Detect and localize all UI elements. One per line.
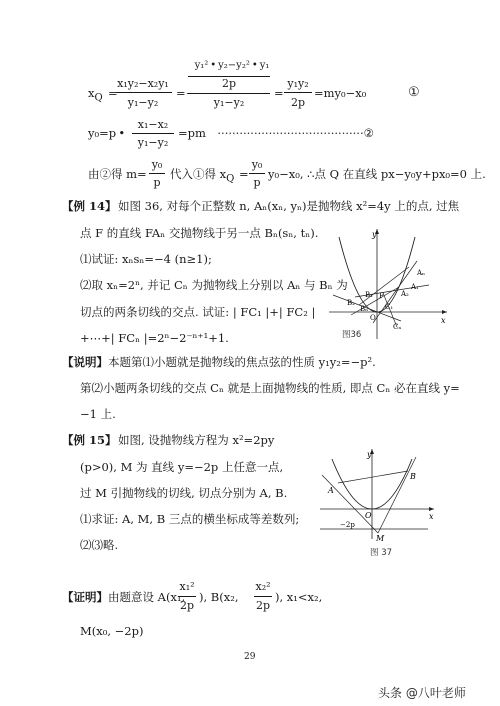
eq3-part-d: y₀−x₀, ∴点 Q 在直线 px−y₀y+px₀=0 上. — [268, 167, 486, 181]
fig37-label-m: M — [376, 534, 385, 543]
fig37-y-label: y — [367, 450, 372, 459]
eq1-frac-c-den: 2p — [290, 96, 306, 109]
proof-part-c: ), x₁<x₂, — [275, 590, 323, 604]
fig36-label-a1: A₁ — [411, 283, 419, 291]
page-number: 29 — [244, 652, 256, 662]
fig36-y-label: y — [372, 230, 377, 239]
fig36-label-cn: Cₙ — [393, 323, 402, 331]
fig37-tangent-b — [378, 457, 416, 533]
proof-line2: M(x₀, −2p) — [80, 624, 144, 638]
eq3-frac1-num: y₀ — [151, 158, 163, 171]
proof-tag: 【证明】 — [62, 590, 108, 604]
fig36-label-an: Aₙ — [417, 269, 426, 277]
ex15-part2: ⑵⑶略. — [80, 538, 119, 552]
eq3-frac2-den: p — [253, 176, 261, 189]
proof-frac1-bar — [178, 596, 196, 597]
proof-frac2-den: 2p — [255, 599, 271, 612]
note-tag: 【说明】 — [62, 355, 108, 369]
fig37-chord-ab — [338, 471, 408, 483]
figure-36 — [325, 225, 450, 345]
eq3-frac2-bar — [249, 173, 265, 174]
proof-part-a: 由题意设 A(x₁, — [108, 590, 186, 604]
eq2-tail: =pm ········································② — [178, 126, 374, 140]
eq1-frac-a-den: y₁−y₂ — [127, 96, 159, 109]
ex14-part2b: 切点的两条切线的交点. 试证: | FC₁ |+| FC₂ | — [80, 305, 316, 319]
fig37-caption: 图 37 — [370, 548, 393, 558]
eq2-frac-bar — [132, 133, 174, 134]
fig36-label-bn: Bₙ — [360, 305, 369, 313]
fig37-x-arrow — [429, 507, 434, 511]
fig37-label-minus-2p: −2p — [340, 521, 355, 529]
eq2-frac-den: y₁−y₂ — [137, 136, 169, 149]
proof-frac1-num: x₁² — [179, 580, 195, 593]
eq1-frac-c-num: y₁y₂ — [287, 77, 309, 90]
fig36-label-b2: B₂ — [347, 299, 355, 307]
eq1-lhs: $x_Q$ — [88, 86, 103, 104]
ex14-tag: 【例 14】 — [62, 199, 117, 213]
eq3-frac1-den: p — [153, 176, 161, 189]
fig36-label-f: F — [379, 292, 384, 300]
eq1-minus: =− — [176, 86, 196, 100]
watermark: 头条 @八叶老师 — [378, 686, 466, 700]
fig36-label-a2: A₂ — [401, 290, 409, 298]
eq3-frac2-num: y₀ — [251, 158, 263, 171]
fig37-label-b: B — [410, 472, 416, 481]
ex14-part2c: +⋯+| FCₙ |=2ⁿ−2⁻ⁿ⁺¹+1. — [80, 331, 229, 345]
eq1-tail: =my₀−x₀ — [314, 86, 367, 100]
note-line3: −1 上. — [80, 407, 116, 421]
fig37-x-label: x — [429, 512, 434, 521]
fig37-label-o: O — [365, 511, 372, 520]
fig36-label-o: O — [370, 314, 376, 322]
ex15-tag: 【例 15】 — [62, 433, 117, 447]
eq1-equals-2: = — [274, 86, 284, 100]
eq1-number: ① — [408, 85, 420, 100]
fig36-chord-an — [359, 267, 409, 305]
ex15-line3: 过 M 引抛物线的切线, 切点分别为 A, B. — [80, 486, 288, 500]
eq1-equals: = — [108, 86, 118, 100]
fig36-caption: 图36 — [342, 330, 362, 340]
fig36-label-b1: B₁ — [365, 291, 373, 299]
eq1-frac-c-bar — [284, 92, 312, 93]
eq1-frac-b-bar — [188, 93, 270, 94]
fig36-label-c1: C₁ — [385, 303, 394, 311]
eq1-frac-b-inner-den: 2p — [221, 77, 237, 90]
ex15-part1: ⑴求证: A, M, B 三点的横坐标成等差数列; — [80, 512, 300, 526]
eq2-lhs: y₀=p • — [88, 126, 126, 140]
eq1-frac-b-inner-num: y₁² • y₂−y₂² • y₁ — [194, 60, 270, 71]
ex14-part1: ⑴试证: xₙsₙ=−4 (n≥1); — [80, 252, 212, 266]
eq3-equals: = — [239, 167, 249, 181]
proof-frac1-den: 2p — [179, 599, 195, 612]
eq3-part-a: 由②得 m= — [88, 167, 147, 181]
eq2-frac-num: x₁−x₂ — [137, 118, 169, 131]
ex15-line1: 如图, 设抛物线方程为 x²=2py — [118, 433, 275, 447]
note-line1: 本题第⑴小题就是抛物线的焦点弦的性质 y₁y₂=−p². — [108, 355, 376, 369]
ex14-part2a: ⑵取 xₙ=2ⁿ, 并记 Cₙ 为抛物线上分别以 Aₙ 与 Bₙ 为 — [80, 278, 348, 292]
eq1-frac-b-den: y₁−y₂ — [213, 96, 245, 109]
ex14-line1: 如图 36, 对每个正整数 n, Aₙ(xₙ, yₙ)是抛物线 x²=4y 上的点, 过焦 — [118, 199, 460, 213]
eq3-frac1-bar — [149, 173, 165, 174]
proof-part-b: ), B(x₂, — [199, 590, 239, 604]
eq1-frac-a-bar — [116, 92, 172, 93]
ex15-line2: (p>0), M 为 直线 y=−2p 上任意一点, — [80, 460, 284, 474]
eq3-part-b: 代入①得 $x_Q$ — [170, 167, 235, 185]
fig37-label-a: A — [328, 486, 334, 495]
fig36-x-arrow — [442, 310, 447, 314]
note-line2: 第⑵小题两条切线的交点 Cₙ 就是上面抛物线的性质, 即点 Cₙ 必在直线 y= — [80, 381, 460, 395]
proof-frac2-bar — [254, 596, 272, 597]
ex14-line2: 点 F 的直线 FAₙ 交抛物线于另一点 Bₙ(sₙ, tₙ). — [80, 226, 319, 240]
proof-frac2-num: x₂² — [255, 580, 271, 593]
fig36-x-label: x — [441, 316, 446, 325]
eq1-frac-a-num: x₁y₂−x₂y₁ — [117, 77, 169, 90]
figure-37 — [316, 445, 440, 543]
